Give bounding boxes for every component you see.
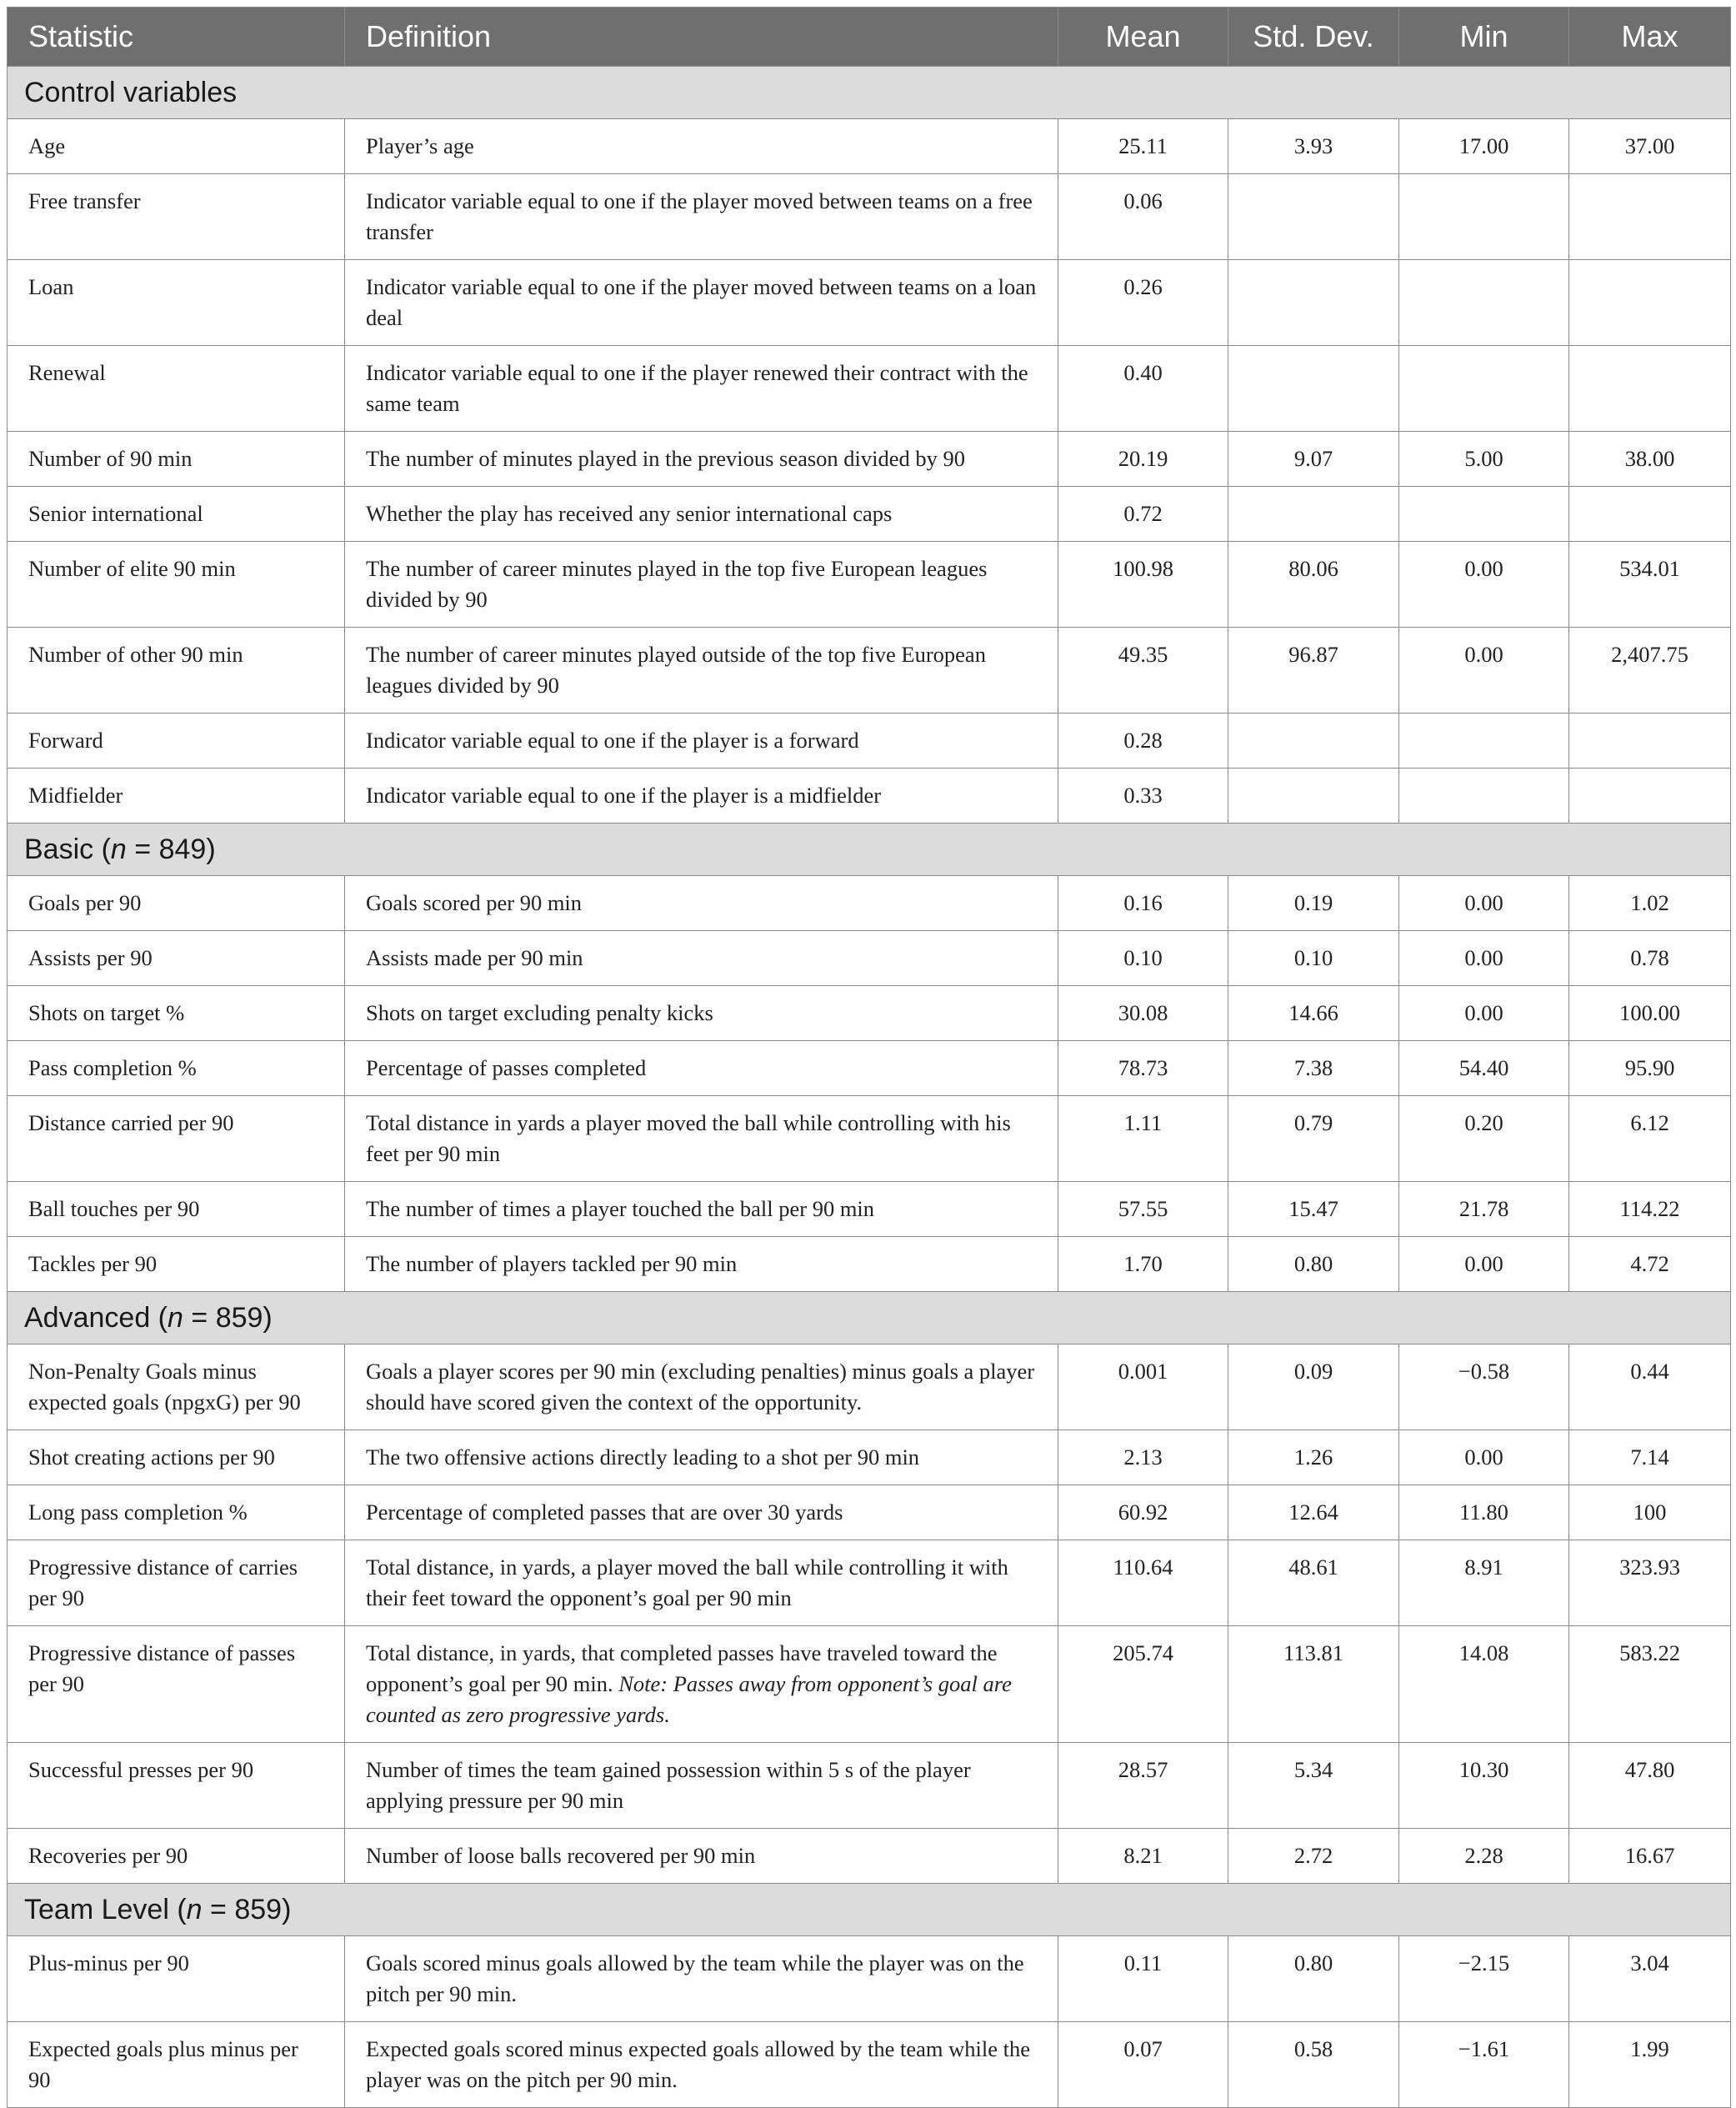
cell-max: 1.02: [1569, 876, 1731, 931]
definition-text: The number of career minutes played outside of the top five European leagues divided by 90: [366, 642, 986, 698]
section-n-value: 859: [215, 1301, 263, 1334]
table-row: [8, 1743, 1731, 1829]
cell-min: 0.00: [1399, 1237, 1569, 1292]
cell-mean: 8.21: [1058, 1829, 1228, 1884]
cell-mean: 110.64: [1058, 1540, 1228, 1626]
cell-statistic: Distance carried per 90: [8, 1096, 345, 1182]
cell-statistic: Plus-minus per 90: [8, 1936, 345, 2022]
cell-definition: [345, 174, 1058, 260]
cell-definition: [345, 1936, 1058, 2022]
table-row: [8, 1485, 1731, 1540]
cell-max: 6.12: [1569, 1096, 1731, 1182]
cell-definition: [345, 1626, 1058, 1743]
cell-mean: 57.55: [1058, 1182, 1228, 1237]
cell-statistic: Successful presses per 90: [8, 1743, 345, 1829]
cell-mean: 60.92: [1058, 1485, 1228, 1540]
cell-max: [1569, 714, 1731, 769]
section-title-cell: [8, 824, 1731, 876]
cell-min: 0.00: [1399, 931, 1569, 986]
cell-min: 10.30: [1399, 1743, 1569, 1829]
table-row: [8, 487, 1731, 542]
cell-std-dev: [1228, 487, 1399, 542]
cell-min: 2.28: [1399, 1829, 1569, 1884]
table-header: [8, 8, 1731, 67]
cell-min: 0.00: [1399, 542, 1569, 628]
table-row: [8, 1829, 1731, 1884]
section-title: Advanced: [24, 1301, 151, 1334]
cell-min: [1399, 346, 1569, 432]
header-std-dev: Std. Dev.: [1228, 8, 1399, 67]
cell-std-dev: 14.66: [1228, 986, 1399, 1041]
cell-definition: [345, 1743, 1058, 1829]
cell-max: 47.80: [1569, 1743, 1731, 1829]
definition-text: The number of minutes played in the previous season divided by 90: [366, 446, 966, 471]
cell-statistic: Non-Penalty Goals minus expected goals (npgxG) per 90: [8, 1344, 345, 1430]
header-mean: Mean: [1058, 8, 1228, 67]
cell-definition: [345, 487, 1058, 542]
cell-std-dev: [1228, 174, 1399, 260]
cell-definition: [345, 876, 1058, 931]
cell-max: 38.00: [1569, 432, 1731, 487]
cell-mean: 1.70: [1058, 1237, 1228, 1292]
cell-definition: [345, 714, 1058, 769]
cell-max: 1.99: [1569, 2022, 1731, 2108]
cell-mean: 0.07: [1058, 2022, 1228, 2108]
cell-std-dev: 0.80: [1228, 1936, 1399, 2022]
cell-mean: 0.11: [1058, 1936, 1228, 2022]
cell-statistic: Progressive distance of carries per 90: [8, 1540, 345, 1626]
cell-std-dev: 2.72: [1228, 1829, 1399, 1884]
cell-statistic: Pass completion %: [8, 1041, 345, 1096]
definition-text: Percentage of completed passes that are over 30 yards: [366, 1500, 843, 1525]
cell-mean: 100.98: [1058, 542, 1228, 628]
definition-text: Goals a player scores per 90 min (excluding penalties) minus goals a player should have scored given the context of the opportunity.: [366, 1359, 1035, 1415]
section-title-cell: [8, 1884, 1731, 1936]
cell-definition: [345, 628, 1058, 714]
table-row: [8, 1936, 1731, 2022]
header-definition: Definition: [345, 8, 1058, 67]
cell-statistic: Expected goals plus minus per 90: [8, 2022, 345, 2108]
statistics-table-container: [7, 7, 1730, 2108]
cell-min: [1399, 174, 1569, 260]
section-n-prefix: (: [150, 1301, 168, 1334]
section-title: Team Level: [24, 1893, 169, 1925]
section-n-symbol: n: [110, 833, 127, 865]
definition-text: Player’s age: [366, 133, 474, 158]
section-n-equals: =: [202, 1893, 235, 1925]
section-title: Control variables: [24, 76, 238, 108]
cell-std-dev: 3.93: [1228, 119, 1399, 174]
cell-mean: 0.10: [1058, 931, 1228, 986]
definition-text: Number of loose balls recovered per 90 min: [366, 1843, 756, 1868]
table-row: [8, 1626, 1731, 1743]
cell-max: 0.44: [1569, 1344, 1731, 1430]
definition-note: Note: Passes away from opponent’s goal are counted as zero progressive yards.: [366, 1671, 1012, 1727]
table-row: [8, 2022, 1731, 2108]
cell-statistic: Progressive distance of passes per 90: [8, 1626, 345, 1743]
cell-std-dev: 48.61: [1228, 1540, 1399, 1626]
cell-mean: 0.26: [1058, 260, 1228, 346]
definition-text: Indicator variable equal to one if the player moved between teams on a loan deal: [366, 274, 1037, 330]
cell-std-dev: 1.26: [1228, 1430, 1399, 1485]
cell-mean: 2.13: [1058, 1430, 1228, 1485]
cell-mean: 25.11: [1058, 119, 1228, 174]
cell-definition: [345, 931, 1058, 986]
definition-text: Total distance, in yards, a player moved the ball while controlling it with their feet toward the opponent’s goal per 90 min: [366, 1555, 1008, 1610]
definition-text: The two offensive actions directly leading to a shot per 90 min: [366, 1445, 920, 1470]
cell-min: 11.80: [1399, 1485, 1569, 1540]
cell-std-dev: 12.64: [1228, 1485, 1399, 1540]
cell-std-dev: [1228, 769, 1399, 824]
section-header-row: [8, 824, 1731, 876]
cell-mean: 28.57: [1058, 1743, 1228, 1829]
definition-text: Indicator variable equal to one if the player is a midfielder: [366, 783, 882, 808]
section-n-prefix: (: [93, 833, 111, 865]
section-title: Basic: [24, 833, 94, 865]
cell-statistic: Number of 90 min: [8, 432, 345, 487]
cell-min: 5.00: [1399, 432, 1569, 487]
table-row: [8, 1344, 1731, 1430]
definition-text: Shots on target excluding penalty kicks: [366, 1000, 713, 1025]
cell-statistic: Number of other 90 min: [8, 628, 345, 714]
table-row: [8, 628, 1731, 714]
cell-min: 0.00: [1399, 876, 1569, 931]
cell-std-dev: [1228, 346, 1399, 432]
cell-min: −2.15: [1399, 1936, 1569, 2022]
definition-text: Assists made per 90 min: [366, 945, 583, 970]
cell-statistic: Loan: [8, 260, 345, 346]
section-n-equals: =: [126, 833, 159, 865]
cell-max: 114.22: [1569, 1182, 1731, 1237]
table-row: [8, 876, 1731, 931]
cell-max: [1569, 346, 1731, 432]
table-row: [8, 1182, 1731, 1237]
cell-max: 95.90: [1569, 1041, 1731, 1096]
cell-max: 37.00: [1569, 119, 1731, 174]
cell-definition: [345, 346, 1058, 432]
cell-definition: [345, 119, 1058, 174]
cell-mean: 30.08: [1058, 986, 1228, 1041]
header-row: [8, 8, 1731, 67]
cell-definition: [345, 260, 1058, 346]
cell-statistic: Assists per 90: [8, 931, 345, 986]
table-row: [8, 174, 1731, 260]
definition-text: Indicator variable equal to one if the player moved between teams on a free transfer: [366, 188, 1033, 244]
cell-std-dev: 5.34: [1228, 1743, 1399, 1829]
cell-std-dev: 80.06: [1228, 542, 1399, 628]
descriptive-statistics-table: [7, 7, 1731, 2108]
definition-text: Expected goals scored minus expected goals allowed by the team while the player was on the pitch per 90 min.: [366, 2036, 1030, 2092]
definition-text: Goals scored minus goals allowed by the team while the player was on the pitch per 90 min.: [366, 1950, 1024, 2006]
cell-mean: 0.40: [1058, 346, 1228, 432]
cell-definition: [345, 1182, 1058, 1237]
table-row: [8, 1430, 1731, 1485]
section-header-row: [8, 67, 1731, 119]
table-row: [8, 1540, 1731, 1626]
definition-text: Indicator variable equal to one if the player renewed their contract with the same team: [366, 360, 1028, 416]
section-n-value: 859: [234, 1893, 283, 1925]
table-row: [8, 119, 1731, 174]
cell-std-dev: 0.79: [1228, 1096, 1399, 1182]
table-row: [8, 432, 1731, 487]
cell-min: 0.00: [1399, 1430, 1569, 1485]
cell-statistic: Recoveries per 90: [8, 1829, 345, 1884]
cell-mean: 0.33: [1058, 769, 1228, 824]
cell-min: 21.78: [1399, 1182, 1569, 1237]
definition-text: The number of career minutes played in the top five European leagues divided by 90: [366, 556, 988, 612]
cell-definition: [345, 1485, 1058, 1540]
cell-mean: 20.19: [1058, 432, 1228, 487]
cell-std-dev: 0.80: [1228, 1237, 1399, 1292]
cell-definition: [345, 1344, 1058, 1430]
cell-std-dev: 0.19: [1228, 876, 1399, 931]
table-row: [8, 542, 1731, 628]
section-n-suffix: ): [282, 1893, 292, 1925]
cell-statistic: Forward: [8, 714, 345, 769]
definition-text: Total distance, in yards, that completed passes have traveled toward the opponent’s goal per 90 min.: [366, 1640, 998, 1696]
cell-definition: [345, 1096, 1058, 1182]
cell-max: [1569, 487, 1731, 542]
cell-statistic: Shots on target %: [8, 986, 345, 1041]
cell-mean: 1.11: [1058, 1096, 1228, 1182]
cell-min: −1.61: [1399, 2022, 1569, 2108]
section-title-cell: [8, 67, 1731, 119]
cell-statistic: Free transfer: [8, 174, 345, 260]
cell-definition: [345, 432, 1058, 487]
table-row: [8, 1041, 1731, 1096]
cell-max: 16.67: [1569, 1829, 1731, 1884]
definition-text: Number of times the team gained possession within 5 s of the player applying pressure per 90 min: [366, 1757, 971, 1813]
cell-min: 0.00: [1399, 628, 1569, 714]
cell-std-dev: 15.47: [1228, 1182, 1399, 1237]
cell-min: 8.91: [1399, 1540, 1569, 1626]
cell-max: 4.72: [1569, 1237, 1731, 1292]
definition-text: Whether the play has received any senior international caps: [366, 501, 893, 526]
cell-min: 17.00: [1399, 119, 1569, 174]
header-min: Min: [1399, 8, 1569, 67]
table-row: [8, 260, 1731, 346]
section-n-value: 849: [158, 833, 207, 865]
cell-min: 0.00: [1399, 986, 1569, 1041]
section-header-row: [8, 1884, 1731, 1936]
cell-max: 3.04: [1569, 1936, 1731, 2022]
table-row: [8, 986, 1731, 1041]
cell-std-dev: 7.38: [1228, 1041, 1399, 1096]
cell-statistic: Renewal: [8, 346, 345, 432]
definition-text: The number of times a player touched the ball per 90 min: [366, 1196, 875, 1221]
cell-definition: [345, 986, 1058, 1041]
cell-max: 7.14: [1569, 1430, 1731, 1485]
cell-min: 54.40: [1399, 1041, 1569, 1096]
cell-min: [1399, 487, 1569, 542]
table-body: [8, 67, 1731, 2108]
section-n-symbol: n: [186, 1893, 203, 1925]
cell-definition: [345, 1540, 1058, 1626]
cell-std-dev: 0.58: [1228, 2022, 1399, 2108]
cell-statistic: Number of elite 90 min: [8, 542, 345, 628]
table-row: [8, 714, 1731, 769]
cell-statistic: Age: [8, 119, 345, 174]
cell-std-dev: 113.81: [1228, 1626, 1399, 1743]
cell-statistic: Midfielder: [8, 769, 345, 824]
definition-text: Total distance in yards a player moved the ball while controlling with his feet per 90 min: [366, 1110, 1011, 1166]
table-row: [8, 1096, 1731, 1182]
cell-definition: [345, 1041, 1058, 1096]
definition-text: The number of players tackled per 90 min: [366, 1251, 738, 1276]
cell-mean: 0.001: [1058, 1344, 1228, 1430]
cell-mean: 49.35: [1058, 628, 1228, 714]
definition-text: Indicator variable equal to one if the player is a forward: [366, 728, 859, 753]
cell-min: [1399, 769, 1569, 824]
cell-definition: [345, 769, 1058, 824]
cell-max: [1569, 260, 1731, 346]
cell-min: 14.08: [1399, 1626, 1569, 1743]
cell-statistic: Goals per 90: [8, 876, 345, 931]
cell-min: 0.20: [1399, 1096, 1569, 1182]
cell-max: [1569, 769, 1731, 824]
cell-max: 100.00: [1569, 986, 1731, 1041]
cell-max: 2,407.75: [1569, 628, 1731, 714]
table-row: [8, 931, 1731, 986]
section-n-suffix: ): [206, 833, 216, 865]
cell-definition: [345, 542, 1058, 628]
cell-statistic: Long pass completion %: [8, 1485, 345, 1540]
cell-definition: [345, 1829, 1058, 1884]
cell-std-dev: [1228, 714, 1399, 769]
cell-statistic: Senior international: [8, 487, 345, 542]
cell-definition: [345, 1237, 1058, 1292]
cell-mean: 205.74: [1058, 1626, 1228, 1743]
cell-mean: 0.06: [1058, 174, 1228, 260]
section-header-row: [8, 1292, 1731, 1344]
cell-max: 0.78: [1569, 931, 1731, 986]
cell-mean: 0.72: [1058, 487, 1228, 542]
cell-std-dev: 0.10: [1228, 931, 1399, 986]
header-max: Max: [1569, 8, 1731, 67]
cell-statistic: Ball touches per 90: [8, 1182, 345, 1237]
section-n-prefix: (: [168, 1893, 187, 1925]
cell-min: −0.58: [1399, 1344, 1569, 1430]
table-row: [8, 769, 1731, 824]
section-title-cell: [8, 1292, 1731, 1344]
cell-mean: 78.73: [1058, 1041, 1228, 1096]
cell-min: [1399, 260, 1569, 346]
header-statistic: Statistic: [8, 8, 345, 67]
definition-text: Percentage of passes completed: [366, 1055, 647, 1080]
cell-max: [1569, 174, 1731, 260]
cell-max: 534.01: [1569, 542, 1731, 628]
cell-std-dev: [1228, 260, 1399, 346]
cell-mean: 0.28: [1058, 714, 1228, 769]
cell-min: [1399, 714, 1569, 769]
cell-statistic: Shot creating actions per 90: [8, 1430, 345, 1485]
cell-std-dev: 0.09: [1228, 1344, 1399, 1430]
definition-text: Goals scored per 90 min: [366, 890, 583, 915]
cell-definition: [345, 2022, 1058, 2108]
cell-max: 583.22: [1569, 1626, 1731, 1743]
cell-definition: [345, 1430, 1058, 1485]
section-n-equals: =: [183, 1301, 216, 1334]
cell-mean: 0.16: [1058, 876, 1228, 931]
table-row: [8, 1237, 1731, 1292]
cell-std-dev: 9.07: [1228, 432, 1399, 487]
section-n-suffix: ): [263, 1301, 273, 1334]
cell-max: 100: [1569, 1485, 1731, 1540]
cell-max: 323.93: [1569, 1540, 1731, 1626]
cell-std-dev: 96.87: [1228, 628, 1399, 714]
table-row: [8, 346, 1731, 432]
cell-statistic: Tackles per 90: [8, 1237, 345, 1292]
section-n-symbol: n: [168, 1301, 183, 1334]
